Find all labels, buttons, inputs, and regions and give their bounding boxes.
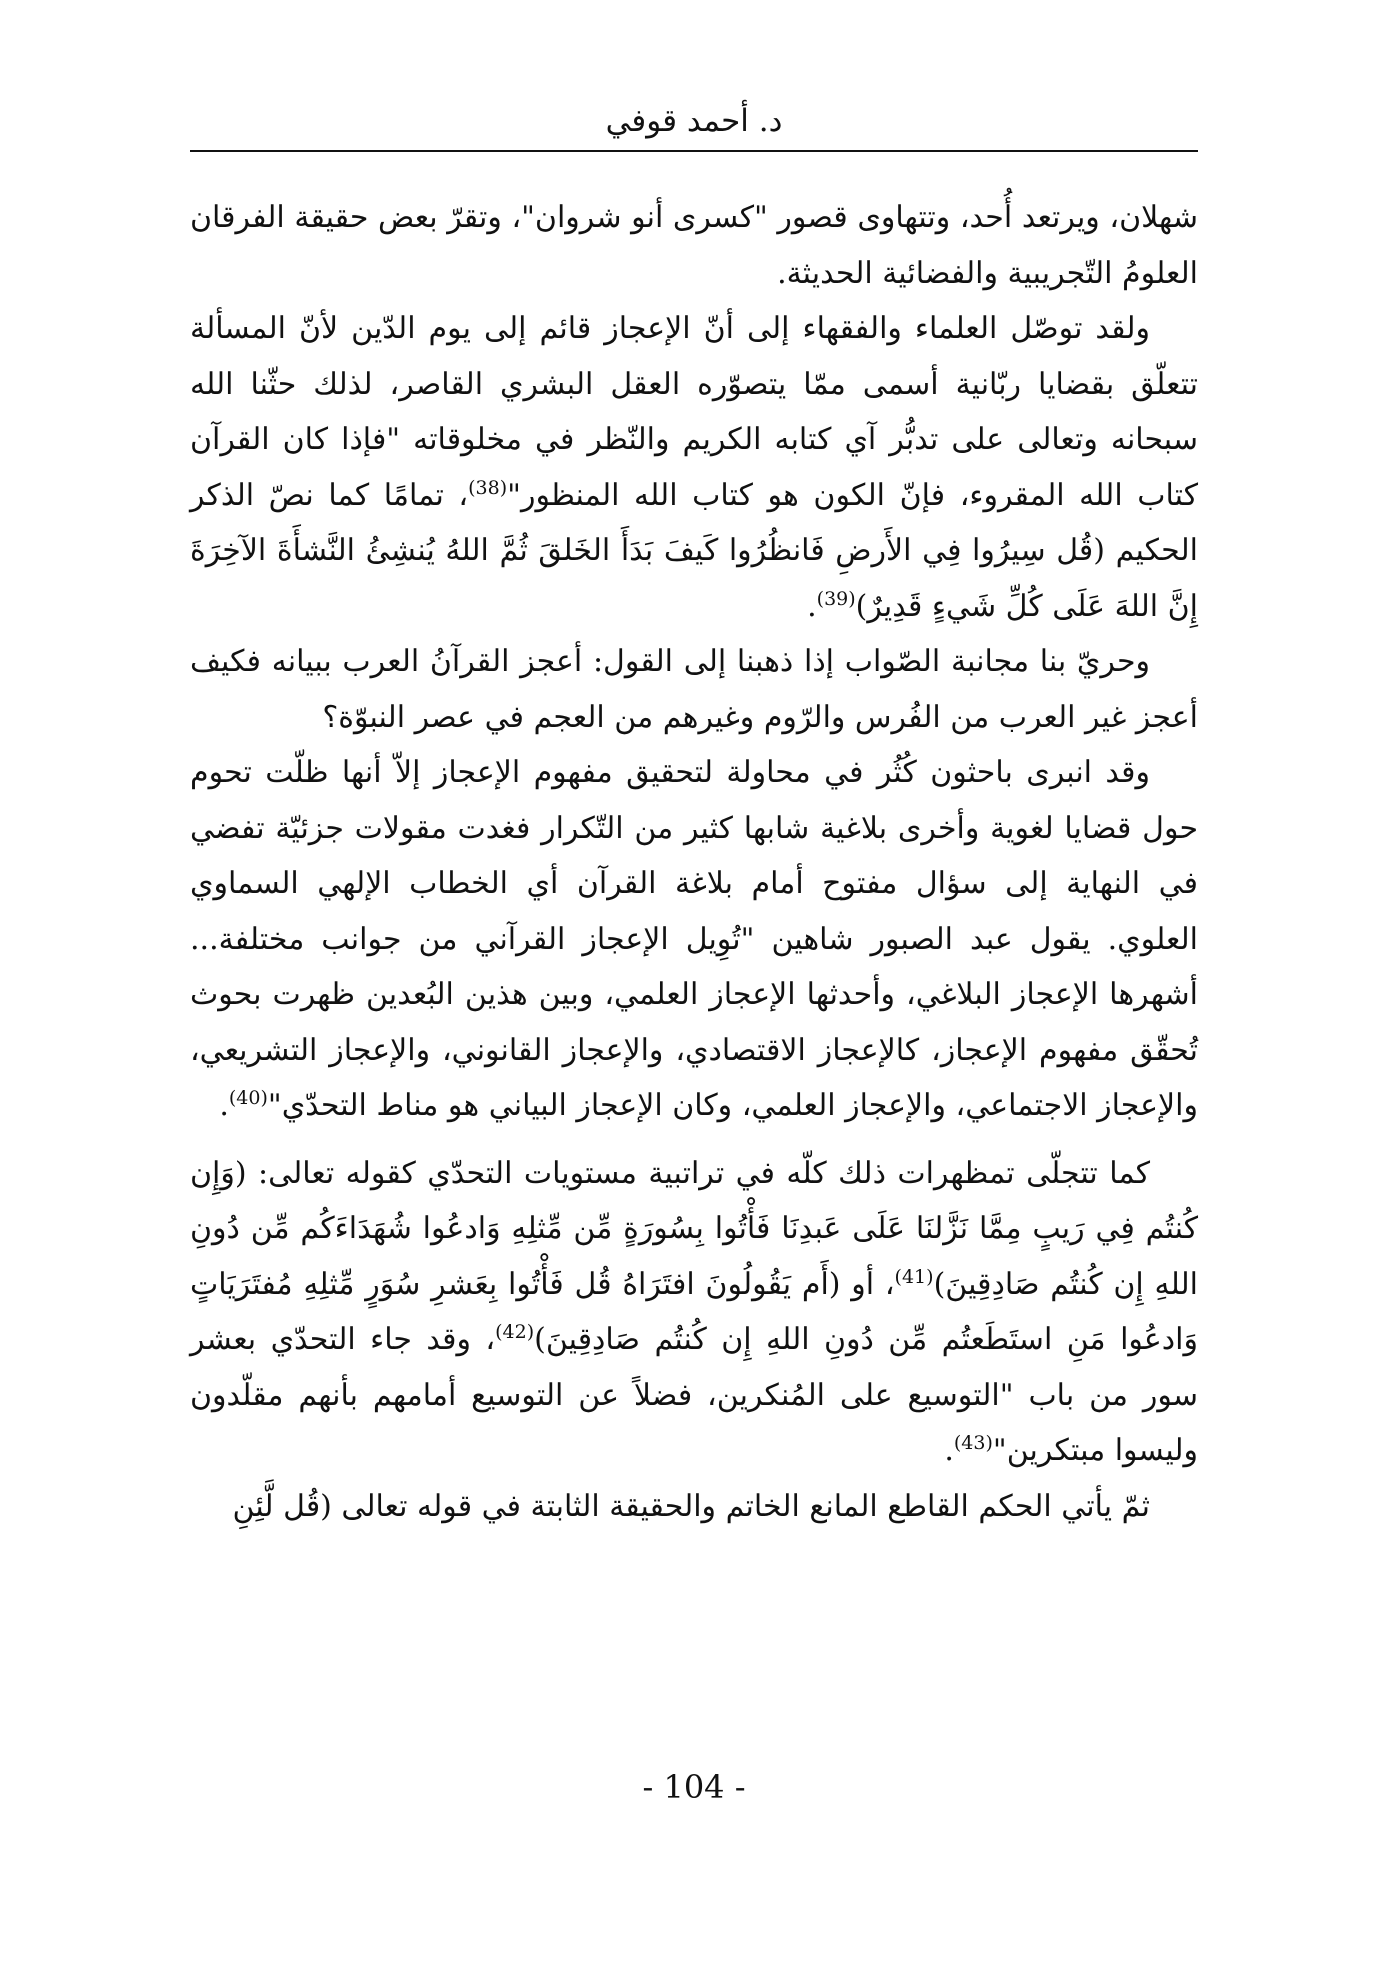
paragraph-3 (190, 634, 1198, 745)
footnote-ref-41: (41) (894, 1265, 934, 1288)
footnote-ref-39: (39) (816, 587, 856, 610)
paragraph-2-tail: ، تمامًا كما نصّ الذكر الحكيم (قُل سِيرُوا فِي الأَرضِ فَانظُرُوا كَيفَ بَدَأَ الخَلقَ ثُمَّ اللهُ يُنشِئُ النَّشأَةَ الآخِرَةَ إِنَّ اللهَ عَلَى كُلِّ شَيءٍ قَدِيرٌ) (190, 477, 1198, 624)
running-header: د. أحمد قوفي (605, 103, 783, 139)
paragraph-2-end: . (807, 588, 817, 624)
paragraph-4 (190, 745, 1198, 1134)
paragraph-4-text: وقد انبرى باحثون كُثُر في محاولة لتحقيق مفهوم الإعجاز إلاّ أنها ظلّت تحوم حول قضايا لغوية وأخرى بلاغية شابها كثير من التّكرار فغدت مقولات جزئيّة تفضي في النهاية إلى سؤال مفتوح أمام بلاغة القرآن أي الخطاب الإلهي السماوي العلوي. يقول عبد الصبور شاهين "تُوِيل الإعجاز القرآني من جوانب مختلفة... أشهرها الإعجاز البلاغي، وأحدثها الإعجاز العلمي، وبين هذين البُعدين ظهرت بحوث تُحقّق مفهوم الإعجاز، كالإعجاز الاقتصادي، والإعجاز القانوني، والإعجاز التشريعي، والإعجاز الاجتماعي، والإعجاز العلمي، وكان الإعجاز البياني هو مناط التحدّي" (190, 755, 1198, 1123)
paragraph-5-tail: ، أو (أَم يَقُولُونَ افتَرَاهُ قُل فَأْتُوا بِعَشرِ سُوَرٍ مِّثلِهِ مُفتَرَيَاتٍ وَادعُوا مَنِ استَطَعتُم مِّن دُونِ اللهِ إِن كُنتُم صَادِقِينَ) (190, 1266, 1198, 1357)
paragraph-3-text: وحريّ بنا مجانبة الصّواب إذا ذهبنا إلى القول: أعجز القرآنُ العرب ببيانه فكيف أعجز غير العرب من الفُرس والرّوم وغيرهم من العجم في عصر النبوّة؟ (190, 644, 1198, 735)
footnote-ref-42: (42) (495, 1321, 535, 1343)
paragraph-5-tail-2: ، وقد جاء التحدّي بعشر سور من باب "التوسيع على المُنكرين، فضلاً عن التوسيع أمامهم بأنهم مقلّدون وليسوا مبتكرين" (190, 1322, 1198, 1468)
paragraph-2 (190, 301, 1198, 634)
page-number: - 104 - (642, 1768, 746, 1806)
paragraph-5-end: . (944, 1433, 954, 1468)
paragraph-4-end: . (219, 1088, 229, 1123)
paragraph-2-text: ولقد توصّل العلماء والفقهاء إلى أنّ الإعجاز قائم إلى يوم الدّين لأنّ المسألة تتعلّق بقضايا ربّانية أسمى ممّا يتصوّره العقل البشري القاصر، لذلك حثّنا الله سبحانه وتعالى على تدبُّر آي كتابه الكريم والنّظر في مخلوقاته "فإذا كان القرآن كتاب الله المقروء، فإنّ الكون هو كتاب الله المنظور" (190, 311, 1198, 513)
footnote-ref-40: (40) (228, 1087, 268, 1109)
paragraph-1 (190, 190, 1198, 301)
paragraph-1-text: شهلان، ويرتعد أُحد، وتتهاوى قصور "كسرى أنو شروان"، وتقرّ بعض حقيقة الفرقان العلومُ التّجريبية والفضائية الحديثة. (190, 200, 1198, 291)
paragraph-5-text: كما تتجلّى تمظهرات ذلك كلّه في تراتبية مستويات التحدّي كقوله تعالى: (وَإِن كُنتُم فِي رَيبٍ مِمَّا نَزَّلنَا عَلَى عَبدِنَا فَأْتُوا بِسُورَةٍ مِّن مِّثلِهِ وَادعُوا شُهَدَاءَكُم مِّن دُونِ اللهِ إِن كُنتُم صَادِقِينَ) (190, 1155, 1199, 1302)
footnote-ref-38: (38) (468, 476, 508, 499)
paragraph-6-text: ثمّ يأتي الحكم القاطع المانع الخاتم والحقيقة الثابتة في قوله تعالى (قُل لَّئِنِ (232, 1488, 1150, 1524)
body-text (190, 190, 1198, 1534)
paragraph-5 (190, 1146, 1198, 1479)
paragraph-6 (190, 1479, 1198, 1535)
footnote-ref-43: (43) (953, 1432, 993, 1454)
header-rule (190, 150, 1198, 152)
